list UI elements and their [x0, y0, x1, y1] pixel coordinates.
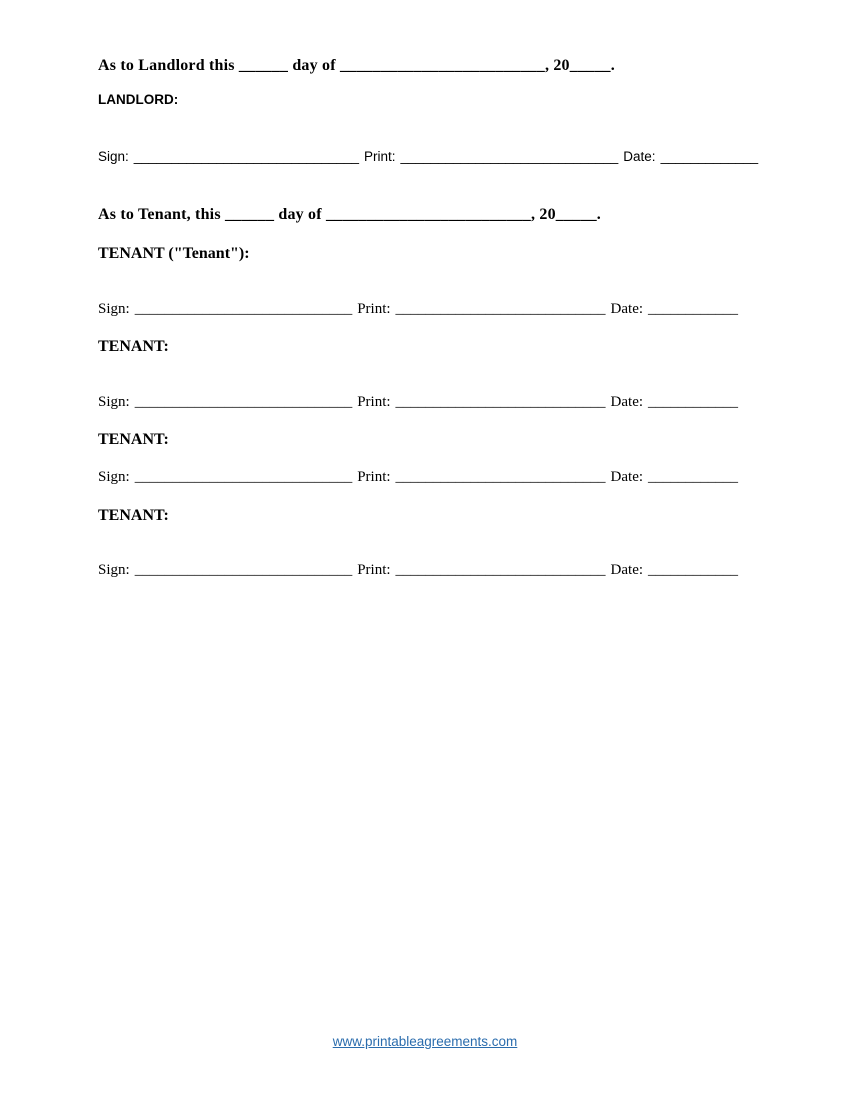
- signature-blank: ______________________________: [133, 149, 360, 164]
- date-label: Date:: [623, 149, 656, 164]
- tenant4-signature-row: [98, 562, 738, 579]
- print-name-blank: ____________________________: [395, 394, 606, 410]
- sign-label: Sign:: [98, 394, 130, 410]
- sign-label: Sign:: [98, 469, 130, 485]
- print-label: Print:: [364, 149, 396, 164]
- date-blank: _____________: [660, 149, 759, 164]
- date-label: Date:: [610, 469, 644, 485]
- tenant-party-label: TENANT ("Tenant"):: [98, 245, 250, 262]
- date-blank: ____________: [648, 469, 739, 485]
- tenant4-party-label: TENANT:: [98, 507, 169, 524]
- tenant-signature-row: [98, 301, 738, 318]
- date-label: Date:: [610, 394, 644, 410]
- print-name-blank: _____________________________: [400, 149, 619, 164]
- sign-label: Sign:: [98, 149, 129, 164]
- print-label: Print:: [357, 301, 391, 317]
- date-blank: ____________: [648, 301, 739, 317]
- signature-blank: _____________________________: [134, 562, 353, 578]
- date-blank: ____________: [648, 562, 739, 578]
- print-label: Print:: [357, 394, 391, 410]
- tenant2-party-label: TENANT:: [98, 338, 169, 355]
- sign-label: Sign:: [98, 562, 130, 578]
- sign-label: Sign:: [98, 301, 130, 317]
- date-label: Date:: [610, 562, 644, 578]
- print-name-blank: ____________________________: [395, 301, 606, 317]
- footer-website-link[interactable]: www.printableagreements.com: [332, 1034, 518, 1049]
- print-label: Print:: [357, 562, 391, 578]
- tenant-execution-line: As to Tenant, this ______ day of _________________________, 20_____.: [98, 206, 601, 223]
- page-footer: [0, 1034, 850, 1049]
- tenant3-party-label: TENANT:: [98, 431, 169, 448]
- print-name-blank: ____________________________: [395, 562, 606, 578]
- signature-blank: _____________________________: [134, 394, 353, 410]
- signature-blank: _____________________________: [134, 469, 353, 485]
- landlord-party-label: LANDLORD:: [98, 92, 179, 107]
- landlord-execution-line: As to Landlord this ______ day of _________________________, 20_____.: [98, 57, 615, 74]
- signature-blank: _____________________________: [134, 301, 353, 317]
- print-label: Print:: [357, 469, 391, 485]
- print-name-blank: ____________________________: [395, 469, 606, 485]
- landlord-signature-row: [98, 149, 758, 164]
- tenant2-signature-row: [98, 394, 738, 411]
- date-blank: ____________: [648, 394, 739, 410]
- date-label: Date:: [610, 301, 644, 317]
- tenant3-signature-row: [98, 469, 738, 486]
